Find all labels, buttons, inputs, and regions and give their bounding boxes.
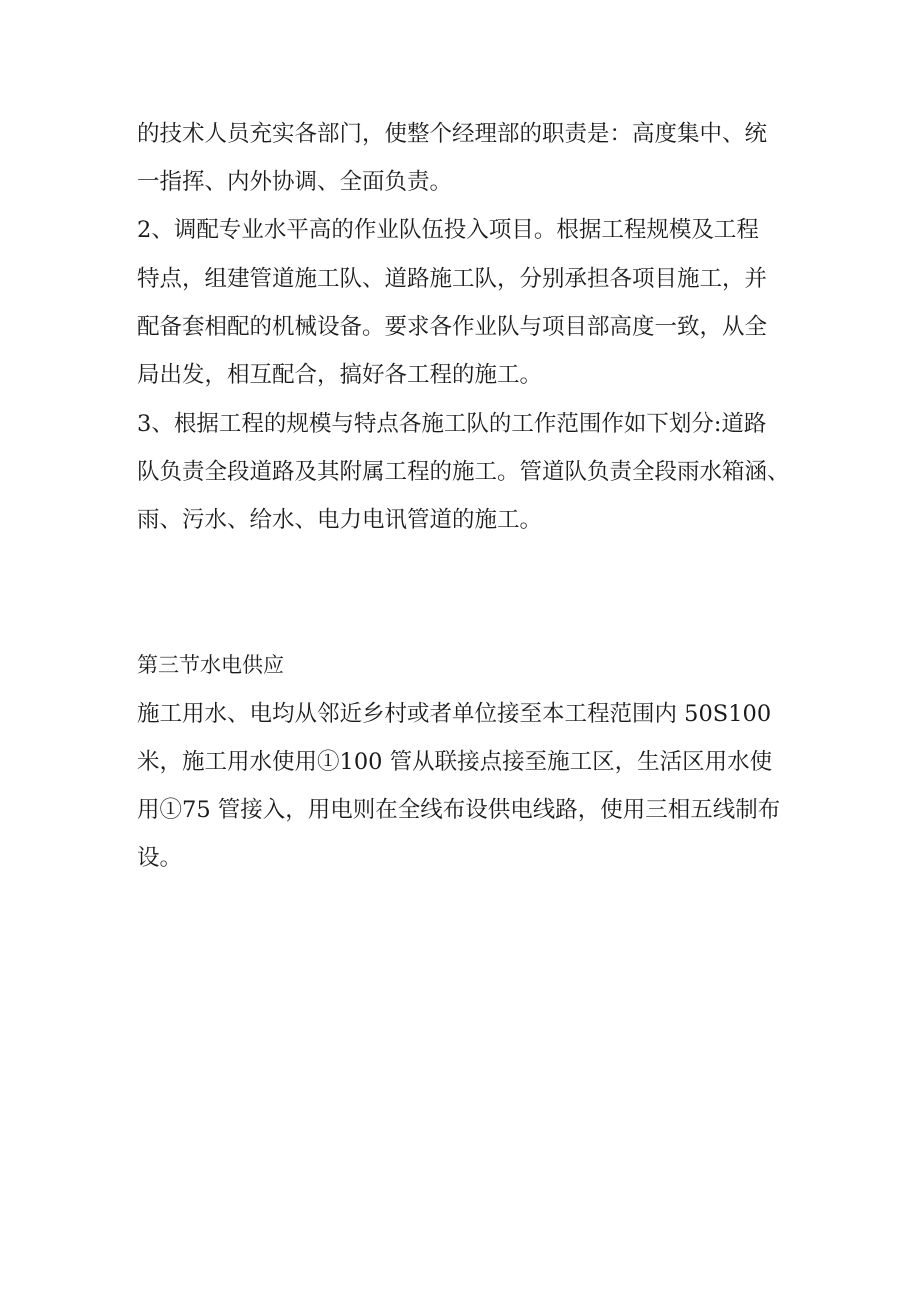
paragraph-3-line-1: 3、根据工程的规模与特点各施工队的工作范围作如下划分:道路 (137, 411, 767, 437)
paragraph-3-line-2: 队负责全段道路及其附属工程的施工。管道队负责全段雨水箱涵、 (137, 459, 790, 485)
paragraph-3-line-3: 雨、污水、给水、电力电讯管道的施工。 (137, 507, 543, 533)
paragraph-2-line-2: 特点，组建管道施工队、道路施工队，分别承担各项目施工，并 (137, 266, 768, 292)
section-heading: 第三节水电供应 (137, 653, 284, 677)
paragraph-2-line-3: 配备套相配的机械设备。要求各作业队与项目部高度一致，从全 (137, 314, 768, 340)
paragraph-2-line-1: 2、调配专业水平高的作业队伍投入项目。根据工程规模及工程 (137, 217, 759, 243)
paragraph-4-line-2: 米，施工用水使用①100 管从联接点接至施工区，生活区用水使 (137, 749, 773, 775)
paragraph-1-line-2: 一指挥、内外协调、全面负责。 (137, 169, 453, 195)
paragraph-1-line-1: 的技术人员充实各部门，使整个经理部的职责是：高度集中、统 (137, 121, 768, 147)
paragraph-2-line-4: 局出发，相互配合，搞好各工程的施工。 (137, 362, 543, 388)
paragraph-4-line-3: 用①75 管接入，用电则在全线布设供电线路，使用三相五线制布 (137, 797, 781, 823)
paragraph-4-line-1: 施工用水、电均从邻近乡村或者单位接至本工程范围内 50S100 (137, 701, 772, 727)
paragraph-4-line-4: 设。 (137, 845, 183, 871)
